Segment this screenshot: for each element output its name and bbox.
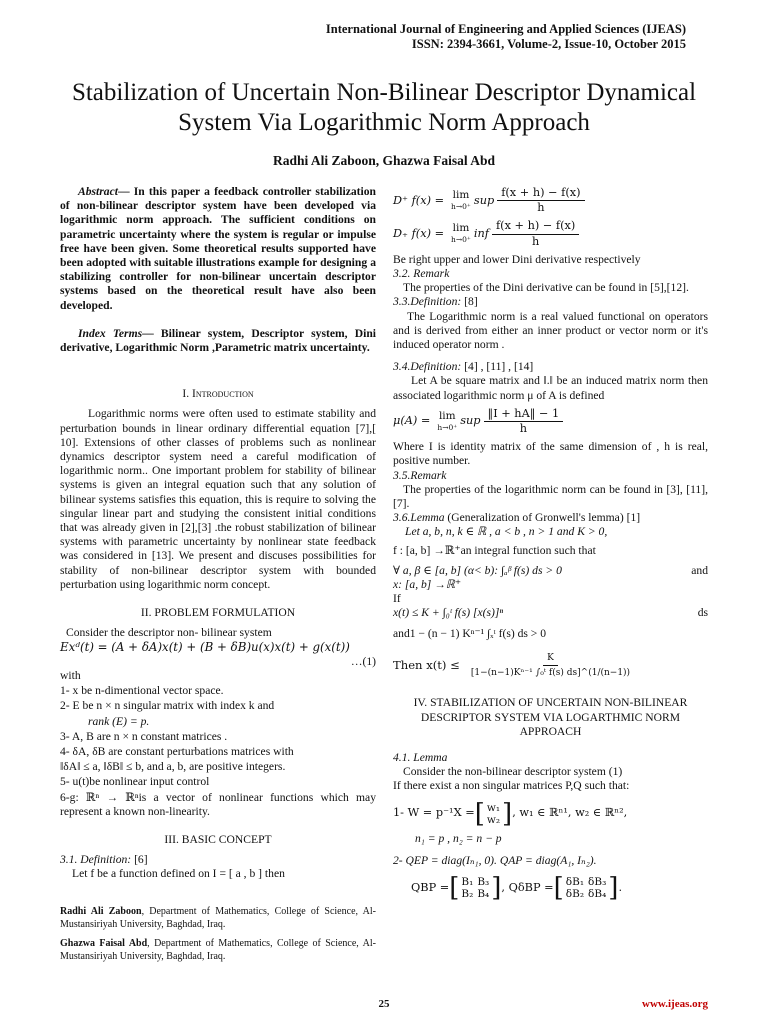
section-4-heading: IV. STABILIZATION OF UNCERTAIN NON-BILINEAR DESCRIPTOR SYSTEM VIA LOGARTHMIC NORM APPROACH bbox=[413, 696, 688, 738]
mu-fraction bbox=[484, 407, 564, 436]
lemma-3-6-f: f : [a, b] →ℝ⁺an integral function such that bbox=[393, 543, 596, 557]
condition-1-rhs: , w₁ ∈ ℝⁿ¹, w₂ ∈ ℝⁿ², bbox=[512, 806, 628, 820]
dini-lower-equation bbox=[393, 219, 708, 248]
section-1-number: I. bbox=[182, 387, 190, 401]
section-1-title: Introduction bbox=[192, 387, 254, 401]
log-norm-equation bbox=[393, 407, 708, 436]
qbp-label: QBP = bbox=[411, 880, 450, 894]
section-2-intro: Consider the descriptor non- bilinear system bbox=[66, 626, 272, 640]
lemma-3-6-ineq: x(t) ≤ K + ∫₀ᵗ f(s) [x(s)]ⁿ bbox=[393, 606, 504, 620]
lemma-3-6-and1: and1 − (n − 1) Kⁿ⁻¹ ∫ₓᵗ f(s) ds > 0 bbox=[393, 626, 547, 640]
mu-lhs: μ(A) = bbox=[393, 414, 431, 428]
lemma-3-6-x: x: [a, b] →ℝ⁺ bbox=[393, 578, 462, 592]
equation-1-number: …(1) bbox=[350, 654, 376, 668]
definition-3-4-ref: [4] , [11] , [14] bbox=[461, 360, 534, 374]
definition-3-1-text: Let f be a function defined on I = [ a , b ] then bbox=[72, 867, 285, 881]
lemma-3-6-condition: ∀ a, β ∈ [a, b] (α< b): ∫ₐᵝ f(s) ds > 0 bbox=[393, 563, 562, 577]
lemma-3-6-text: Let a, b, n, k ∈ ℝ , a < b , n > 1 and K > 0, bbox=[405, 525, 608, 539]
matrix-entry: B₄ bbox=[477, 887, 490, 900]
list-item: 4- δA, δB are constant perturbations matrices with bbox=[60, 744, 294, 758]
list-item: 1- x be n-dimentional vector space. bbox=[60, 684, 224, 698]
abstract bbox=[60, 185, 376, 313]
matrix-entry: δB₂ bbox=[565, 887, 585, 900]
dini-fraction bbox=[497, 186, 584, 215]
dini-note: Be right upper and lower Dini derivative respectively bbox=[393, 252, 641, 266]
limit-operator bbox=[451, 190, 471, 212]
matrix-entry: B₂ bbox=[461, 887, 474, 900]
lemma-4-1-matrices bbox=[393, 872, 708, 903]
lemma-4-1-text-2: If there exist a non singular matrices P,Q such that: bbox=[393, 779, 630, 793]
definition-3-3 bbox=[393, 295, 708, 309]
condition-1-lhs: 1- W = p⁻¹X = bbox=[393, 806, 475, 820]
footnote-author-2-text: , Department of Mathematics, College of Science, Al-Mustansiriyah University, Baghdad, Iraq. bbox=[60, 938, 376, 962]
remark-3-2-label: 3.2. Remark bbox=[393, 267, 450, 281]
sup-text: sup bbox=[473, 193, 495, 207]
fraction-numerator: f(x + h) − f(x) bbox=[497, 186, 584, 201]
list-item: ‖δA‖ ≤ a, ‖δB‖ ≤ b, and a, b, are positive integers. bbox=[60, 760, 286, 774]
footnote-author-2-name: Ghazwa Faisal Abd bbox=[60, 938, 148, 949]
definition-3-4-text: Let A be square matrix and ‖.‖ be an induced matrix norm then associated logarithmic norm μ of A is defined bbox=[393, 374, 708, 402]
list-item: rank (E) = p. bbox=[88, 714, 150, 728]
index-terms-text: — Bilinear system, Descriptor system, Dini derivative, Logarithmic Norm ,Parametric matrix uncertainty. bbox=[60, 326, 376, 355]
fraction-denominator: h bbox=[532, 234, 540, 248]
journal-issn: ISSN: 2394-3661, Volume-2, Issue-10, October 2015 bbox=[411, 37, 686, 51]
dini-lower-lhs: D₊ f(x) = bbox=[393, 227, 445, 240]
footnote-author-1-text: , Department of Mathematics, College of Science, Al-Mustansiriyah University, Baghdad, Iraq. bbox=[60, 906, 376, 930]
definition-3-4-label: 3.4.Definition: bbox=[393, 360, 462, 374]
lemma-3-6-label: 3.6.Lemma bbox=[393, 511, 445, 525]
journal-website-link[interactable]: www.ijeas.org bbox=[642, 998, 708, 1010]
limit-operator bbox=[451, 223, 471, 245]
dini-upper-equation bbox=[393, 186, 708, 215]
limit-operator bbox=[437, 411, 457, 433]
equation-1: Exᵈ(t) = (A + δA)x(t) + (B + δB)u(x)x(t) + g(x(t)) bbox=[60, 640, 350, 655]
lemma-3-6-ds: ds bbox=[697, 606, 708, 620]
paper-title: Stabilization of Uncertain Non-Bilinear Descriptor Dynamical System Via Logarithmic Norm Approach bbox=[71, 79, 697, 136]
remark-3-2-text: The properties of the Dini derivative can be found in [5],[12]. bbox=[403, 281, 689, 295]
abstract-text: — In this paper a feedback controller stabilization of non-bilinear descriptor system have been developed via logarithmic norm approach. The sufficient conditions on parametric uncertainty where the system is regular or impulse free have been given. Some theoretical results supported have been adopted with suitable illustrations example for designing a stabilizing controller for non-bilinear uncertain descriptor systems based on the theoretical result have also been developed. bbox=[60, 185, 376, 312]
lemma-3-6-ineq-row bbox=[393, 606, 708, 620]
matrix-entry: δB₄ bbox=[588, 887, 607, 900]
inf-text: inf bbox=[473, 227, 489, 240]
page-number: 25 bbox=[378, 998, 390, 1010]
definition-3-3-label: 3.3.Definition: bbox=[393, 295, 462, 309]
lemma-3-6 bbox=[393, 511, 708, 525]
lemma-4-1-condition-1 bbox=[393, 798, 708, 829]
section-1-text: Logarithmic norms were often used to estimate stability and perturbation bounds in linear ordinary differential equation [7],[ 10]. Extensions of other classes of problems such as nonlinear dynamics descriptor system need a careful modification of logarithmic norm.. One important problem for stability of bilinear systems is given an integral equation such that any solution of bilinear systems satisfies this equation, this is require to solving the singular linear part and studying the consistent initial conditions that was already given in [2],[3] .the robust stabilization of bilinear systems with parametric uncertainty by nonlinear state feedback was considered in [13]. We present and discuses possibilities for stability of non-bilinear descriptor system with bounded perturbation using logarithmic norm concept. bbox=[60, 407, 376, 591]
index-terms bbox=[60, 327, 376, 355]
fraction-denominator: h bbox=[537, 201, 545, 215]
conclusion-fraction bbox=[467, 651, 634, 680]
paper-authors: Radhi Ali Zaboon, Ghazwa Faisal Abd bbox=[272, 153, 496, 168]
list-item: 6-g: ℝⁿ → ℝⁿis a vector of nonlinear functions which may represent a known non-linearity. bbox=[60, 790, 376, 818]
lim-subscript: h→0⁺ bbox=[451, 201, 471, 211]
section-2-with: with bbox=[60, 668, 81, 682]
definition-3-1-label: 3.1. Definition: bbox=[60, 853, 132, 867]
lemma-3-6-if: If bbox=[393, 592, 401, 606]
lemma-3-6-then: Then x(t) ≤ bbox=[393, 658, 460, 673]
definition-3-1 bbox=[60, 853, 376, 867]
lim-text: lim bbox=[452, 188, 470, 201]
lemma-4-1-text-1: Consider the non-bilinear descriptor system (1) bbox=[403, 765, 623, 779]
fraction-numerator: K bbox=[543, 651, 558, 666]
journal-name: International Journal of Engineering and Applied Sciences (IJEAS) bbox=[325, 22, 686, 36]
footnote-author-1-name: Radhi Ali Zaboon bbox=[60, 906, 142, 917]
remark-3-5-text: The properties of the logarithmic norm can be found in [3], [11], [7]. bbox=[393, 482, 708, 511]
sup-text: sup bbox=[460, 414, 481, 428]
matrix-entry: B₁ bbox=[461, 875, 474, 888]
matrix-entry: w₂ bbox=[486, 813, 501, 826]
dini-upper-lhs: D⁺ f(x) = bbox=[393, 193, 445, 207]
index-terms-label: Index Terms bbox=[78, 326, 143, 340]
lemma-3-6-and: and bbox=[691, 563, 708, 577]
footnote-author-1 bbox=[60, 906, 376, 931]
lim-subscript: h→0⁺ bbox=[451, 235, 471, 245]
definition-3-3-text: The Logarithmic norm is a real valued functional on operators and is derived from either an inner product or vector norm or it's induced operator norm . bbox=[393, 309, 708, 352]
lemma-3-6-condition-row bbox=[393, 564, 708, 578]
qdbp-matrix: [ δB₁ δB₂ δB₃ δB₄ ] bbox=[553, 872, 619, 903]
list-item: 3- A, B are n × n constant matrices . bbox=[60, 729, 228, 743]
list-item: 5- u(t)be nonlinear input control bbox=[60, 775, 210, 789]
footnote-author-2 bbox=[60, 938, 376, 963]
section-2-heading: II. PROBLEM FORMULATION bbox=[140, 606, 296, 620]
abstract-label: Abstract bbox=[78, 185, 118, 198]
w-vector: [ w₁ w₂ ] bbox=[474, 798, 513, 829]
fraction-numerator: ‖I + hA‖ − 1 bbox=[484, 407, 564, 422]
definition-3-1-ref: [6] bbox=[131, 853, 148, 867]
fraction-denominator: [1−(n−1)Kⁿ⁻¹ ∫₀ᵗ f(s) ds]^(1/(n−1)) bbox=[470, 668, 631, 679]
left-column bbox=[60, 185, 376, 882]
section-1-heading bbox=[60, 387, 376, 401]
definition-3-3-ref: [8] bbox=[461, 295, 478, 309]
matrix-entry: B₃ bbox=[477, 875, 490, 888]
qdbp-end: . bbox=[618, 880, 623, 894]
qbp-matrix: [ B₁ B₂ B₃ B₄ ] bbox=[449, 872, 502, 903]
definition-3-4 bbox=[393, 360, 708, 374]
lemma-4-1-label: 4.1. Lemma bbox=[393, 750, 448, 764]
fraction-numerator: f(x + h) − f(x) bbox=[492, 219, 579, 234]
fraction-denominator: h bbox=[519, 422, 528, 436]
lim-subscript: h→0⁺ bbox=[437, 422, 458, 432]
right-column bbox=[393, 182, 708, 904]
qdbp-label: , QδBP = bbox=[501, 880, 554, 894]
lemma-4-1-condition-2: 2- QEP = diag(Iₙ₁, 0). QAP = diag(A₁, Iₙ₂). bbox=[393, 853, 597, 867]
lemma-4-1-n: n₁ = p , n₂ = n − p bbox=[415, 831, 502, 845]
remark-3-5-label: 3.5.Remark bbox=[393, 468, 447, 482]
journal-header bbox=[326, 22, 686, 52]
section-3-heading: III. BASIC CONCEPT bbox=[164, 832, 272, 846]
list-item: 2- E be n × n singular matrix with index k and bbox=[60, 699, 275, 713]
lim-text: lim bbox=[438, 409, 456, 422]
matrix-entry: w₁ bbox=[486, 801, 501, 814]
lim-text: lim bbox=[452, 222, 470, 235]
dini-fraction bbox=[492, 219, 579, 248]
mu-note: Where I is identity matrix of the same dimension of , h is real, positive number. bbox=[393, 440, 708, 468]
lemma-3-6-conclusion bbox=[393, 651, 708, 680]
matrix-entry: δB₁ bbox=[565, 875, 585, 888]
lemma-3-6-paren: (Generalization of Gronwell's lemma) [1] bbox=[444, 511, 641, 525]
matrix-entry: δB₃ bbox=[588, 875, 607, 888]
